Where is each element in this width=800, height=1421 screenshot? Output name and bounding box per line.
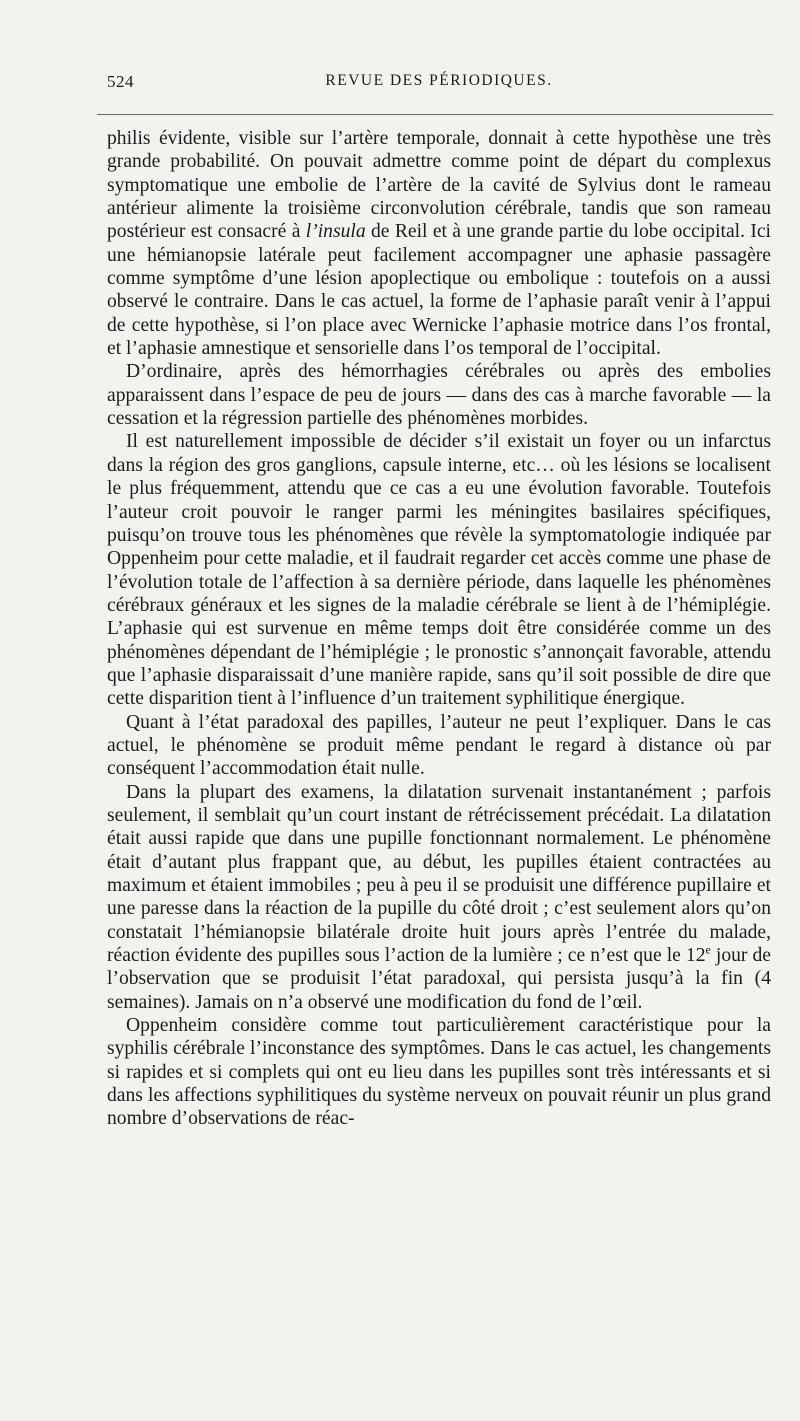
- paragraph-1: [107, 127, 771, 360]
- body-text: [107, 127, 771, 1131]
- paragraph-5-text-after: jour de l’observation que se produisit l’état paradoxal, qui persista jusqu’à la fin (4 semaines). Jamais on n’a observé une modification du fond de l’œil.: [107, 945, 771, 1013]
- running-title: REVUE DES PÉRIODIQUES.: [325, 72, 553, 89]
- header-rule: [97, 114, 773, 115]
- paragraph-2: D’ordinaire, après des hémorrhagies cérébrales ou après des embolies apparaissent dans l’espace de peu de jours — dans des cas à marche favorable — la cessation et la régression partielle des phénomènes morbides.: [107, 361, 771, 430]
- paragraph-6: Oppenheim considère comme tout particulièrement caractéristique pour la syphilis cérébrale l’inconstance des symptômes. Dans le cas actuel, les changements si rapides et si complets qui ont eu lieu dans les pupilles sont très intéressants et si dans les affections syphilitiques du système nerveux on pouvait réunir un plus grand nombre d’observations de réac-: [107, 1015, 771, 1130]
- paragraph-5: [107, 781, 771, 1014]
- paragraph-4: Quant à l’état paradoxal des papilles, l’auteur ne peut l’expliquer. Dans le cas actuel, le phénomène se produit même pendant le regard à distance où par conséquent l’accommodation était nulle.: [107, 711, 771, 780]
- page-number: 524: [107, 72, 134, 91]
- page-header: [107, 72, 771, 98]
- paragraph-1-text-before: philis évidente, visible sur l’artère temporale, donnait à cette hypothèse une très grande probabilité. On pouvait admettre comme point de départ du complexus symptomatique une embolie de l’artère de la cavité de Sylvius dont le rameau antérieur alimente la troisième circonvolution cérébrale, tandis que son rameau postérieur est consacré à: [107, 128, 771, 243]
- paragraph-5-text-before: Dans la plupart des examens, la dilatation survenait instantanément ; parfois seulement, il semblait qu’un court instant de rétrécissement précédait. La dilatation était aussi rapide que dans une pupille fonctionnant normalement. Le phénomène était d’autant plus frappant que, au début, les pupilles étaient contractées au maximum et étaient immobiles ; peu à peu il se produisit une différence pupillaire et une paresse dans la réaction de la pupille du côté droit ; c’est seulement alors qu’on constatait l’hémianopsie bilatérale droite huit jours après l’entrée du malade, réaction évidente des pupilles sous l’action de la lumière ; ce n’est que le 12: [107, 781, 771, 967]
- paragraph-1-italic-term: l’insula: [305, 221, 366, 243]
- paragraph-1-text-after: de Reil et à une grande partie du lobe occipital. Ici une hémianopsie latérale peut facilement accompagner une aphasie passagère comme symptôme d’une lésion apoplectique ou embolique : toutefois on a aussi observé le contraire. Dans le cas actuel, la forme de l’aphasie paraît venir à l’appui de cette hypothèse, si l’on place avec Wernicke l’aphasie motrice dans l’os frontal, et l’aphasie amnestique et sensorielle dans l’os temporal de l’occipital.: [107, 221, 772, 360]
- paragraph-3: Il est naturellement impossible de décider s’il existait un foyer ou un infarctus dans la région des gros ganglions, capsule interne, etc… où les lésions se localisent le plus fréquemment, attendu que ce cas a eu une évolution favorable. Toutefois l’auteur croit pouvoir le ranger parmi les méningites basilaires spécifiques, puisqu’on trouve tous les phénomènes que révèle la symptomatologie indiquée par Oppenheim pour cette maladie, et il faudrait regarder cet accès comme une phase de l’évolution totale de l’affection à sa dernière période, dans laquelle les phénomènes cérébraux généraux et les signes de la maladie cérébrale se lient à de l’hémiplégie. L’aphasie qui est survenue en même temps doit être considérée comme un des phénomènes dépendant de l’hémiplégie ; le pronostic s’annonçait favorable, attendu que l’aphasie disparaissait d’une manière rapide, sans qu’il soit possible de dire que cette disparition tient à l’influence d’un traitement syphilitique énergique.: [107, 431, 771, 710]
- paragraph-5-superscript: e: [705, 942, 711, 957]
